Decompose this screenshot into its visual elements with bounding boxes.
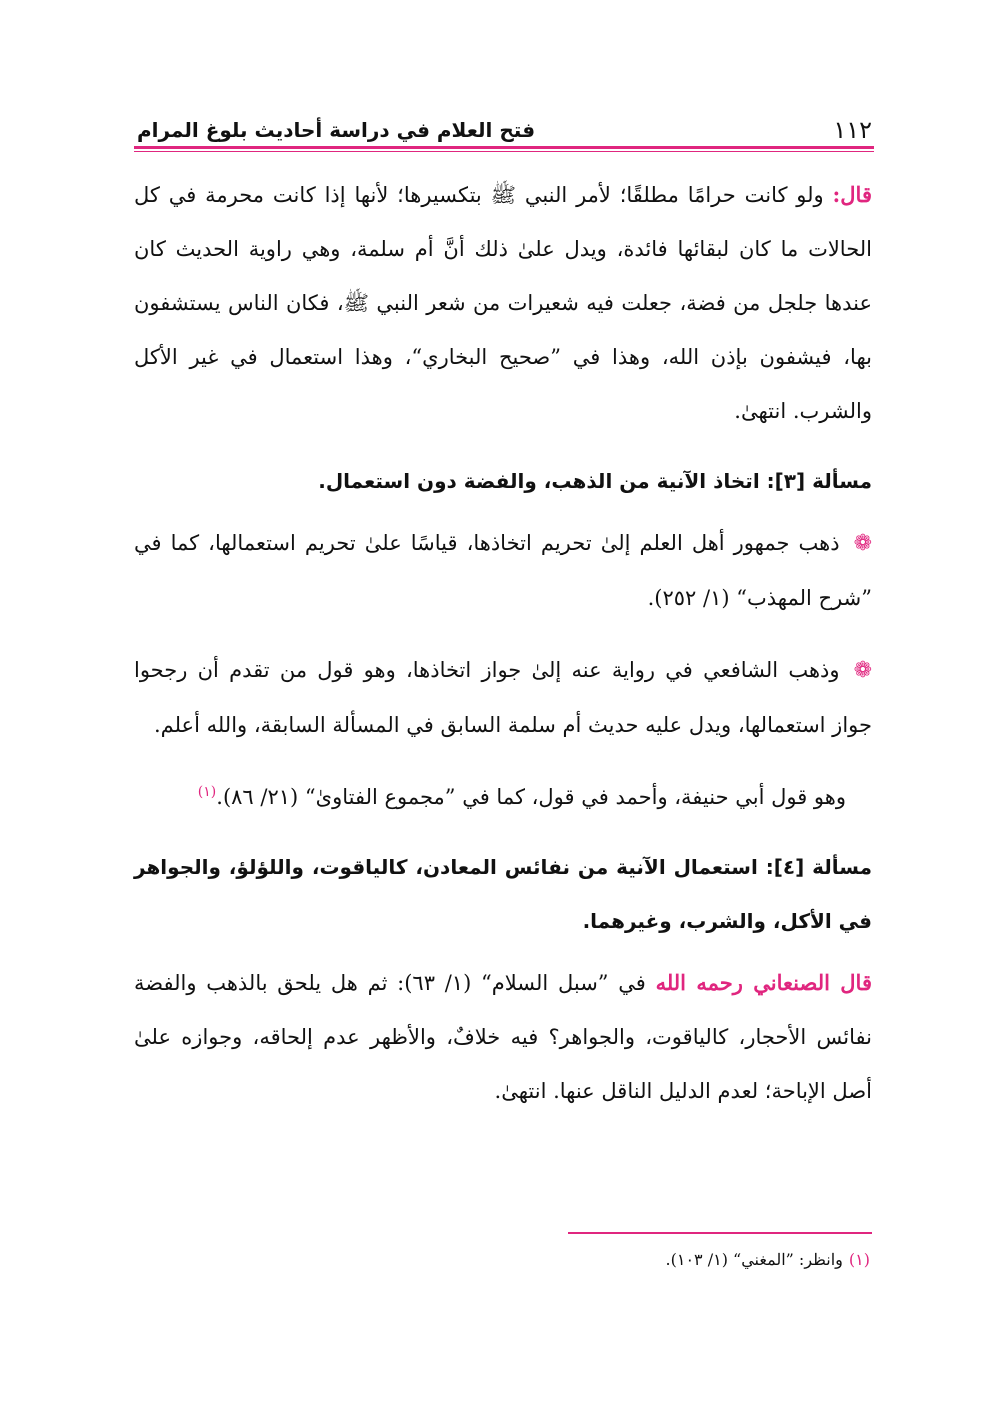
footnote-number: (١) xyxy=(848,1250,870,1269)
scholar-label: قال الصنعاني رحمه الله xyxy=(655,970,872,995)
footnote-reference[interactable]: (١) xyxy=(197,784,217,800)
speaker-label: قال: xyxy=(832,182,872,207)
issue-4-heading xyxy=(134,840,872,948)
paragraph-1 xyxy=(134,168,872,438)
main-text xyxy=(134,168,872,1118)
issue-3-heading xyxy=(134,454,872,508)
footnote xyxy=(666,1250,870,1269)
running-title: فتح العلام في دراسة أحاديث بلوغ المرام xyxy=(137,118,536,142)
header-rule xyxy=(134,146,874,149)
paragraph-3-text: وذهب الشافعي في رواية عنه إلىٰ جواز اتخاذها، وهو قول من تقدم أن رجحوا جواز استعمالها، ويدل عليه حديث أم سلمة السابق في المسألة السابقة، والله أعلم. xyxy=(134,658,872,737)
issue-4-title: استعمال الآنية من نفائس المعادن، كالياقوت، واللؤلؤ، والجواهر في الأكل، والشرب، وغيرهما. xyxy=(134,855,872,933)
flower-bullet-icon: ❁ xyxy=(853,531,872,556)
issue-3-title: اتخاذ الآنية من الذهب، والفضة دون استعمال. xyxy=(318,469,767,493)
header-rule-thin xyxy=(134,151,874,152)
paragraph-5-text: في ”سبل السلام“ (١/ ٦٣): ثم هل يلحق بالذهب والفضة نفائس الأحجار، كالياقوت، والجواهر؟ فيه خلافٌ، والأظهر عدم إلحاقه، وجوازه علىٰ أصل الإباحة؛ لعدم الدليل الناقل عنها. انتهىٰ. xyxy=(134,971,872,1103)
flower-bullet-icon: ❁ xyxy=(853,658,872,683)
footnote-rule xyxy=(568,1232,872,1234)
footnote-text: وانظر: ”المغني“ (١/ ١٠٣). xyxy=(665,1250,843,1269)
page-number: ١١٢ xyxy=(833,116,872,144)
paragraph-4 xyxy=(134,770,872,824)
issue-3-label: مسألة [٣]: xyxy=(766,469,872,493)
paragraph-1-text: ولو كانت حرامًا مطلقًا؛ لأمر النبي ﷺ بتكسيرها؛ لأنها إذا كانت محرمة في كل الحالات ما كان لبقائها فائدة، ويدل علىٰ ذلك أنَّ أم سلمة، وهي راوية الحديث كان عندها جلجل من فضة، جعلت فيه شعيرات من شعر النبي ﷺ، فكان الناس يستشفون بها، فيشفون بإذن الله، وهذا في ”صحيح البخاري“، وهذا استعمال في غير الأكل والشرب. انتهىٰ. xyxy=(134,183,872,423)
paragraph-4-text: وهو قول أبي حنيفة، وأحمد في قول، كما في ”مجموع الفتاوىٰ“ (٢١/ ٨٦). xyxy=(216,785,846,809)
paragraph-2-text: ذهب جمهور أهل العلم إلىٰ تحريم اتخاذها، قياسًا علىٰ تحريم استعمالها، كما في ”شرح المهذب“ (١/ ٢٥٢). xyxy=(134,531,872,610)
paragraph-5 xyxy=(134,956,872,1118)
paragraph-2 xyxy=(134,516,872,625)
paragraph-3 xyxy=(134,643,872,752)
issue-4-label: مسألة [٤]: xyxy=(765,855,872,879)
